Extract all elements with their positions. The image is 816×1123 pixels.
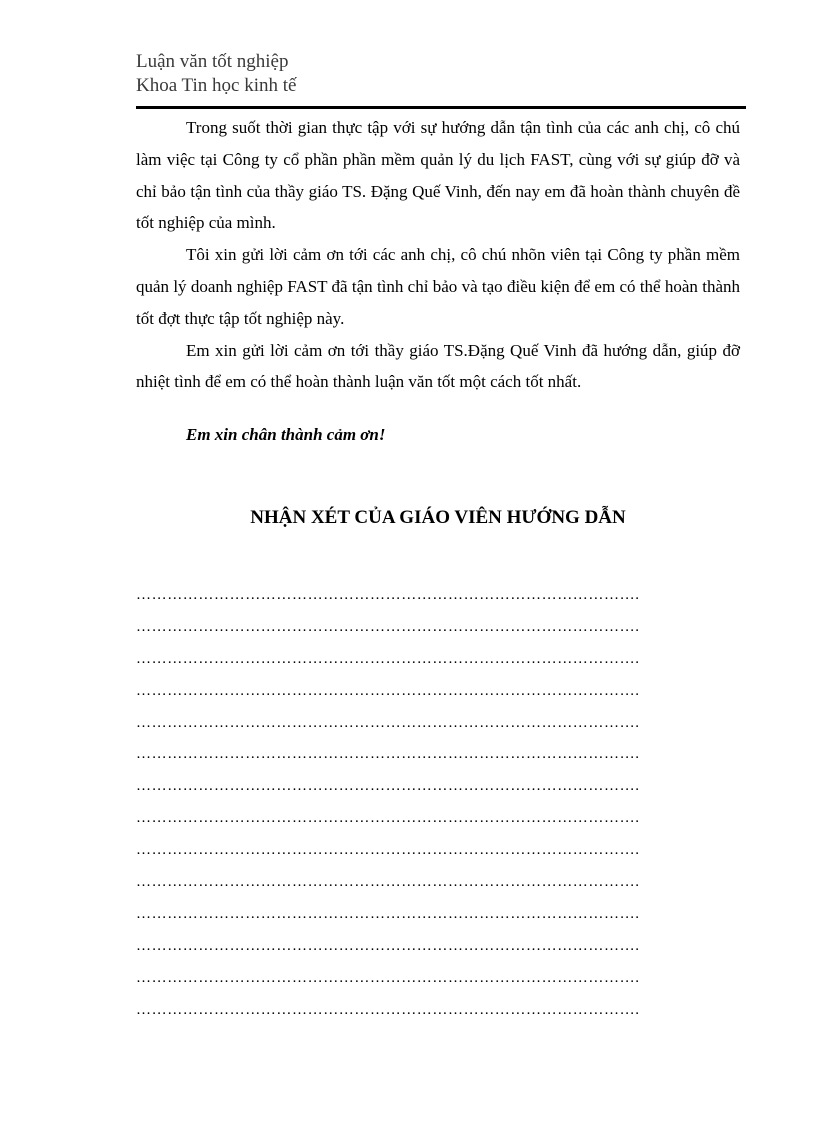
dot-line: ……………………………………………………………………………………. (136, 587, 640, 603)
dot-line: ……………………………………………………………………………………. (136, 810, 640, 827)
dot-line: ……………………………………………………………………………………. (136, 842, 640, 859)
closing-thanks: Em xin chân thành cảm ơn! (186, 425, 386, 444)
header-thesis-label: Luận văn tốt nghiệp (136, 51, 289, 72)
dot-line: ……………………………………………………………………………………. (136, 937, 640, 954)
dot-line: ……………………………………………………………………………………. (136, 746, 640, 763)
acknowledgement-paragraph-1: Trong suốt thời gian thực tập với sự hướng dẫn tận tình của các anh chị, cô chú làm việc tại Công ty cổ phần phần mềm quản lý du lịch FAST, cùng với sự giúp đỡ và chỉ bảo tận tình của thầy giáo TS. Đặng Quế Vinh, đến nay em đã hoàn thành chuyên đề tốt nghiệp của mình. (136, 118, 740, 233)
dot-line: ……………………………………………………………………………………. (136, 714, 640, 731)
evaluation-title: NHẬN XÉT CỦA GIÁO VIÊN HƯỚNG DẪN (250, 507, 626, 528)
dot-line: ……………………………………………………………………………………. (136, 905, 640, 922)
dot-line: ……………………………………………………………………………………. (136, 618, 640, 635)
dot-line: ……………………………………………………………………………………. (136, 682, 640, 699)
dot-line: ……………………………………………………………………………………. (136, 1001, 640, 1018)
header-faculty-label: Khoa Tin học kinh tế (136, 75, 297, 96)
acknowledgement-body (136, 112, 740, 398)
dot-line: ……………………………………………………………………………………. (136, 874, 640, 891)
page-header (136, 50, 746, 98)
dot-line: ……………………………………………………………………………………. (136, 778, 640, 795)
dot-line: ……………………………………………………………………………………. (136, 969, 640, 986)
acknowledgement-paragraph-3: Em xin gửi lời cảm ơn tới thầy giáo TS.Đặng Quế Vinh đã hướng dẫn, giúp đỡ nhiệt tình để em có thể hoàn thành luận văn tốt một cách tốt nhất. (136, 340, 740, 392)
header-divider (136, 106, 746, 109)
dot-line: ……………………………………………………………………………………. (136, 650, 640, 667)
evaluation-dot-lines (136, 580, 740, 1026)
acknowledgement-paragraph-2: Tôi xin gửi lời cảm ơn tới các anh chị, cô chú nhõn viên tại Công ty phần mềm quản lý doanh nghiệp FAST đã tận tình chỉ bảo và tạo điều kiện để em có thể hoàn thành tốt đợt thực tập tốt nghiệp này. (136, 245, 740, 328)
